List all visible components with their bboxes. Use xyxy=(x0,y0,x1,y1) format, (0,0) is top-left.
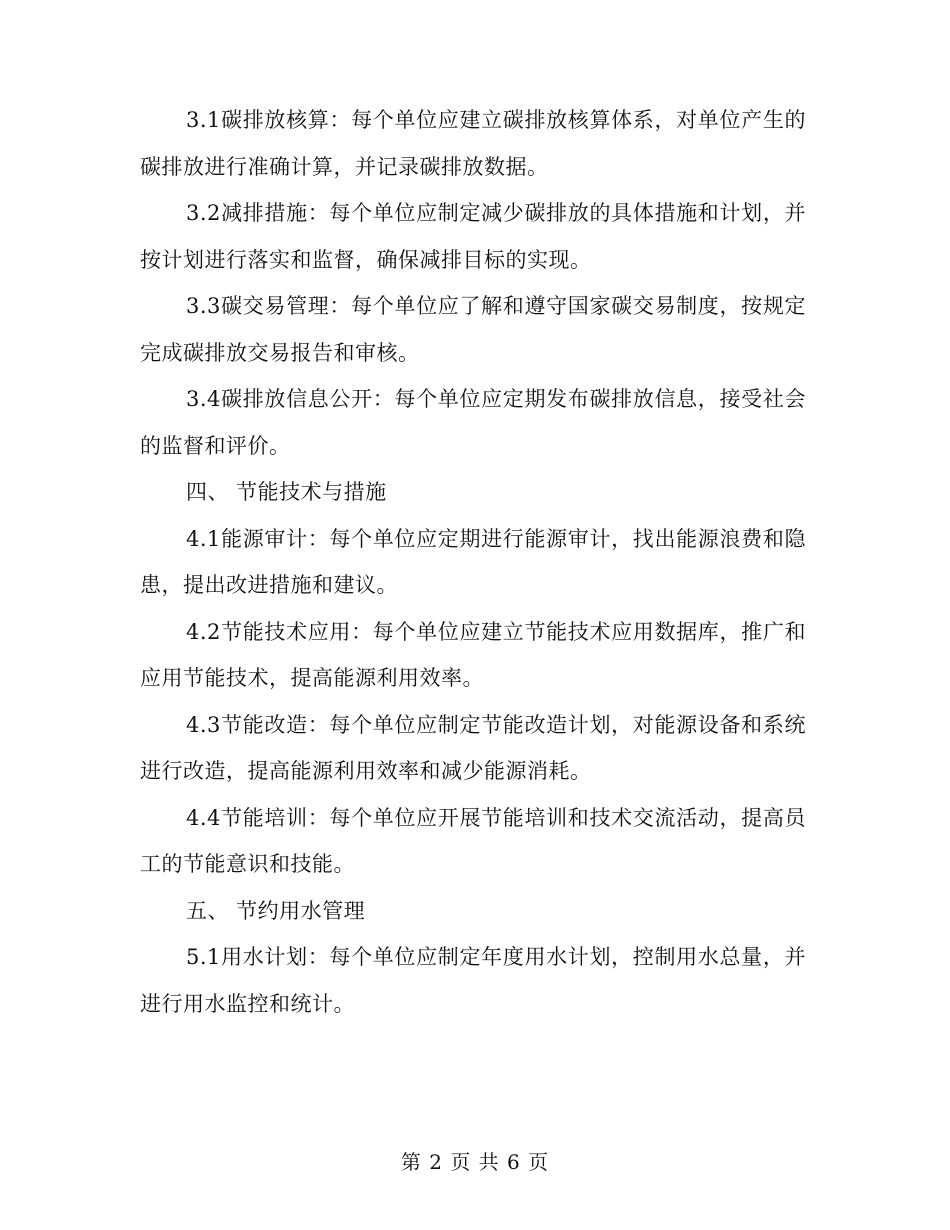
paragraph-4-4: 4.4节能培训：每个单位应开展节能培训和技术交流活动，提高员工的节能意识和技能。 xyxy=(140,805,806,876)
paragraph-5-1: 5.1用水计划：每个单位应制定年度用水计划，控制用水总量，并进行用水监控和统计。 xyxy=(140,945,806,1016)
section-heading-4: 四、 节能技术与措施 xyxy=(186,480,387,504)
paragraph-4-3: 4.3节能改造：每个单位应制定节能改造计划，对能源设备和系统进行改造，提高能源利用效率和减少能源消耗。 xyxy=(140,712,806,783)
paragraph-3-3: 3.3碳交易管理：每个单位应了解和遵守国家碳交易制度，按规定完成碳排放交易报告和审核。 xyxy=(140,294,806,365)
paragraph-4-1: 4.1能源审计：每个单位应定期进行能源审计，找出能源浪费和隐患，提出改进措施和建议。 xyxy=(140,526,806,597)
document-body xyxy=(140,97,806,1027)
paragraph-3-1: 3.1碳排放核算：每个单位应建立碳排放核算体系，对单位产生的碳排放进行准确计算，并记录碳排放数据。 xyxy=(140,108,806,179)
section-heading-5: 五、 节约用水管理 xyxy=(186,898,366,923)
page-number-footer: 第 2 页 共 6 页 xyxy=(400,1150,550,1174)
paragraph-3-4: 3.4碳排放信息公开：每个单位应定期发布碳排放信息，接受社会的监督和评价。 xyxy=(140,387,806,458)
paragraph-4-2: 4.2节能技术应用：每个单位应建立节能技术应用数据库，推广和应用节能技术，提高能源利用效率。 xyxy=(140,619,806,690)
paragraph-3-2: 3.2减排措施：每个单位应制定减少碳排放的具体措施和计划，并按计划进行落实和监督，确保减排目标的实现。 xyxy=(140,201,806,272)
